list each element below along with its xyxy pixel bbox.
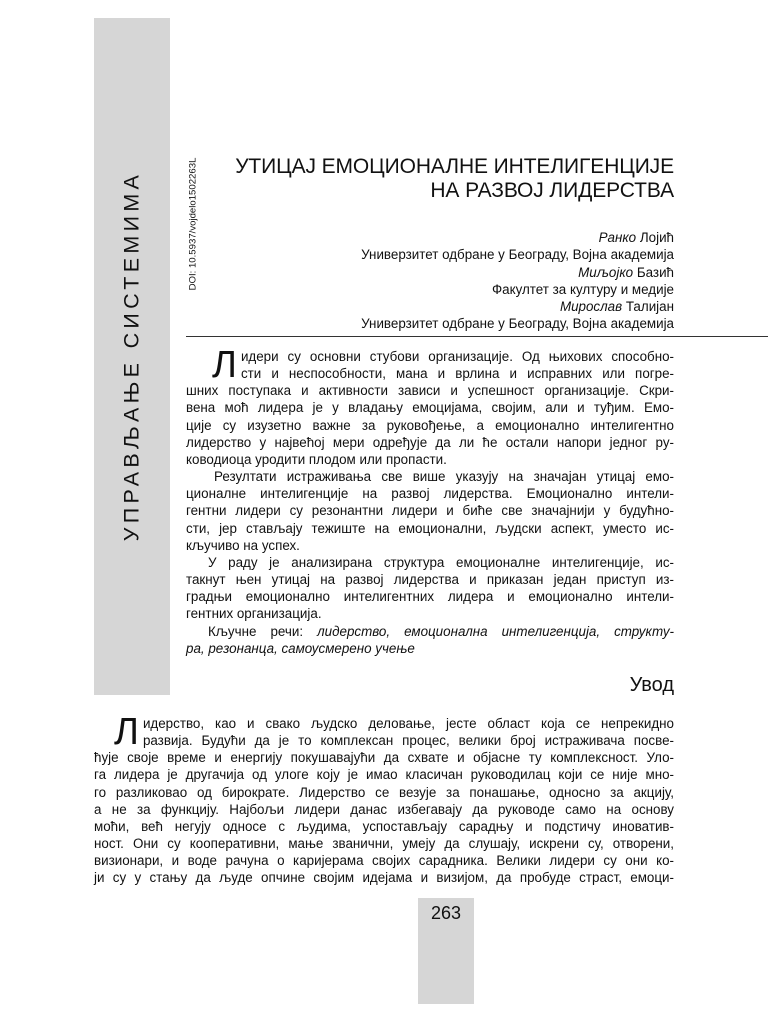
- text-line: У раду је анализирана структура емоционалне интелигенције, ис-: [208, 554, 674, 570]
- intro-paragraph: [94, 711, 674, 887]
- text-line: вена моћ лидера је у владању емоцијама, својим, али и туђим. Емо-: [186, 400, 674, 416]
- text-line: сти и неспособности, мана и врлина и исправних или погре-: [240, 366, 674, 382]
- text-line: идерство, као и свако људско деловање, јесте област која се непрекидно: [142, 716, 674, 731]
- text-line: ји су у стању да људе опчине својим идејама и визијом, да пробуде страст, емоци-: [94, 870, 674, 886]
- keywords-text: лидерство, емоционална интелигенција, структу-: [317, 623, 674, 639]
- author-name: Ранко Лојић: [598, 230, 674, 245]
- keywords: [186, 623, 674, 640]
- keywords-line: [208, 623, 674, 640]
- abstract-paragraph: [186, 554, 674, 623]
- text-line: гентних организација.: [186, 606, 322, 622]
- text-line: кључиво на успех.: [186, 537, 300, 553]
- text-line: сти, јер стављају тежиште на емоционални, људски аспект, уместо ис-: [186, 520, 674, 536]
- text-line: Резултати истраживања све више указују на значајан утицај емо-: [214, 469, 674, 485]
- text-line: идери су основни стубови организације. Од њихових способно-: [240, 349, 674, 364]
- section-heading: Увод: [629, 674, 674, 696]
- text-line: ћује своје време и енергију покушавајући да схвате и објасне ту комплексност. Уло-: [94, 750, 674, 766]
- abstract: [186, 344, 674, 657]
- keywords-label: Кључне речи:: [208, 623, 304, 639]
- abstract-paragraph: [186, 468, 674, 554]
- drop-cap: Л: [114, 711, 139, 753]
- text-line: ност. Они су кооперативни, мање званични, умеју да слушају, искрени су, отворени,: [94, 836, 674, 852]
- title-line: НА РАЗВОЈ ЛИДЕРСТВА: [430, 179, 674, 202]
- text-line: развија. Будући да је то комплексан процес, велики број истраживача посве-: [142, 733, 674, 749]
- author-block: [186, 229, 674, 333]
- text-line: шних поступака и активности зависи и успешност организације. Скри-: [186, 383, 674, 399]
- text-line: ционалне интелигенције на развој лидерства. Емоционално интели-: [186, 486, 674, 502]
- drop-cap: Л: [212, 344, 237, 386]
- abstract-paragraph: [186, 344, 674, 468]
- keywords-continuation: [186, 640, 674, 657]
- text-line: ководиоца уродити плодом или пропасти.: [186, 451, 447, 467]
- text-line: визионари, и воде рачуна о каријерама својих сарадника. Велики лидери су они ко-: [94, 853, 674, 869]
- author-name: Мирослав Талијан: [559, 299, 674, 315]
- text-line: а не за функцију. Најбољи лидери данас избегавају да руководе само на основу: [94, 801, 674, 817]
- keywords-text: ра, резонанца, самоусмерено учење: [186, 640, 415, 656]
- title-line: УТИЦАЈ ЕМОЦИОНАЛНЕ ИНТЕЛИГЕНЦИЈЕ: [235, 155, 674, 178]
- text-line: ције су изузетно важне за руковођење, а емоционално интелигентно: [186, 417, 674, 433]
- text-line: такнут њен утицај на развој лидерства и приказан један приступ из-: [186, 572, 674, 588]
- intro-body: [94, 711, 674, 887]
- text-line: го разликовао од бирократе. Лидерство се везује за понашање, односно за акцију,: [94, 784, 674, 800]
- section-label: УПРАВЉАЊЕ СИСТЕМИМА: [119, 170, 144, 542]
- author-name: Миљојко Базић: [578, 264, 674, 280]
- text-line: лидерство у највећој мери одређује да ли ће остали напори једног ру-: [186, 434, 674, 450]
- text-line: га лидера је другачија од улоге коју је имао класичан руководилац који се није мно-: [94, 767, 674, 783]
- doi-label: DOI: 10.5937/vojdelo1502263L: [187, 157, 199, 291]
- page-number: 263: [430, 903, 462, 923]
- text-line: моћи, већ негују односе с људима, успостављају сарадњу и подстичу иноватив-: [94, 818, 674, 834]
- text-line: гентни лидери су резонантни лидери и биће све значајнији у будућно-: [186, 503, 674, 519]
- author-affiliation: Факултет за културу и медије: [491, 281, 674, 297]
- horizontal-rule: [186, 336, 768, 337]
- text-line: градњи емоционално интелигентних лидера и емоционално интели-: [186, 589, 674, 605]
- author-affiliation: Универзитет одбране у Београду, Војна академија: [361, 247, 674, 263]
- article-title: [186, 155, 674, 203]
- author-affiliation: Универзитет одбране у Београду, Војна академија: [361, 316, 674, 332]
